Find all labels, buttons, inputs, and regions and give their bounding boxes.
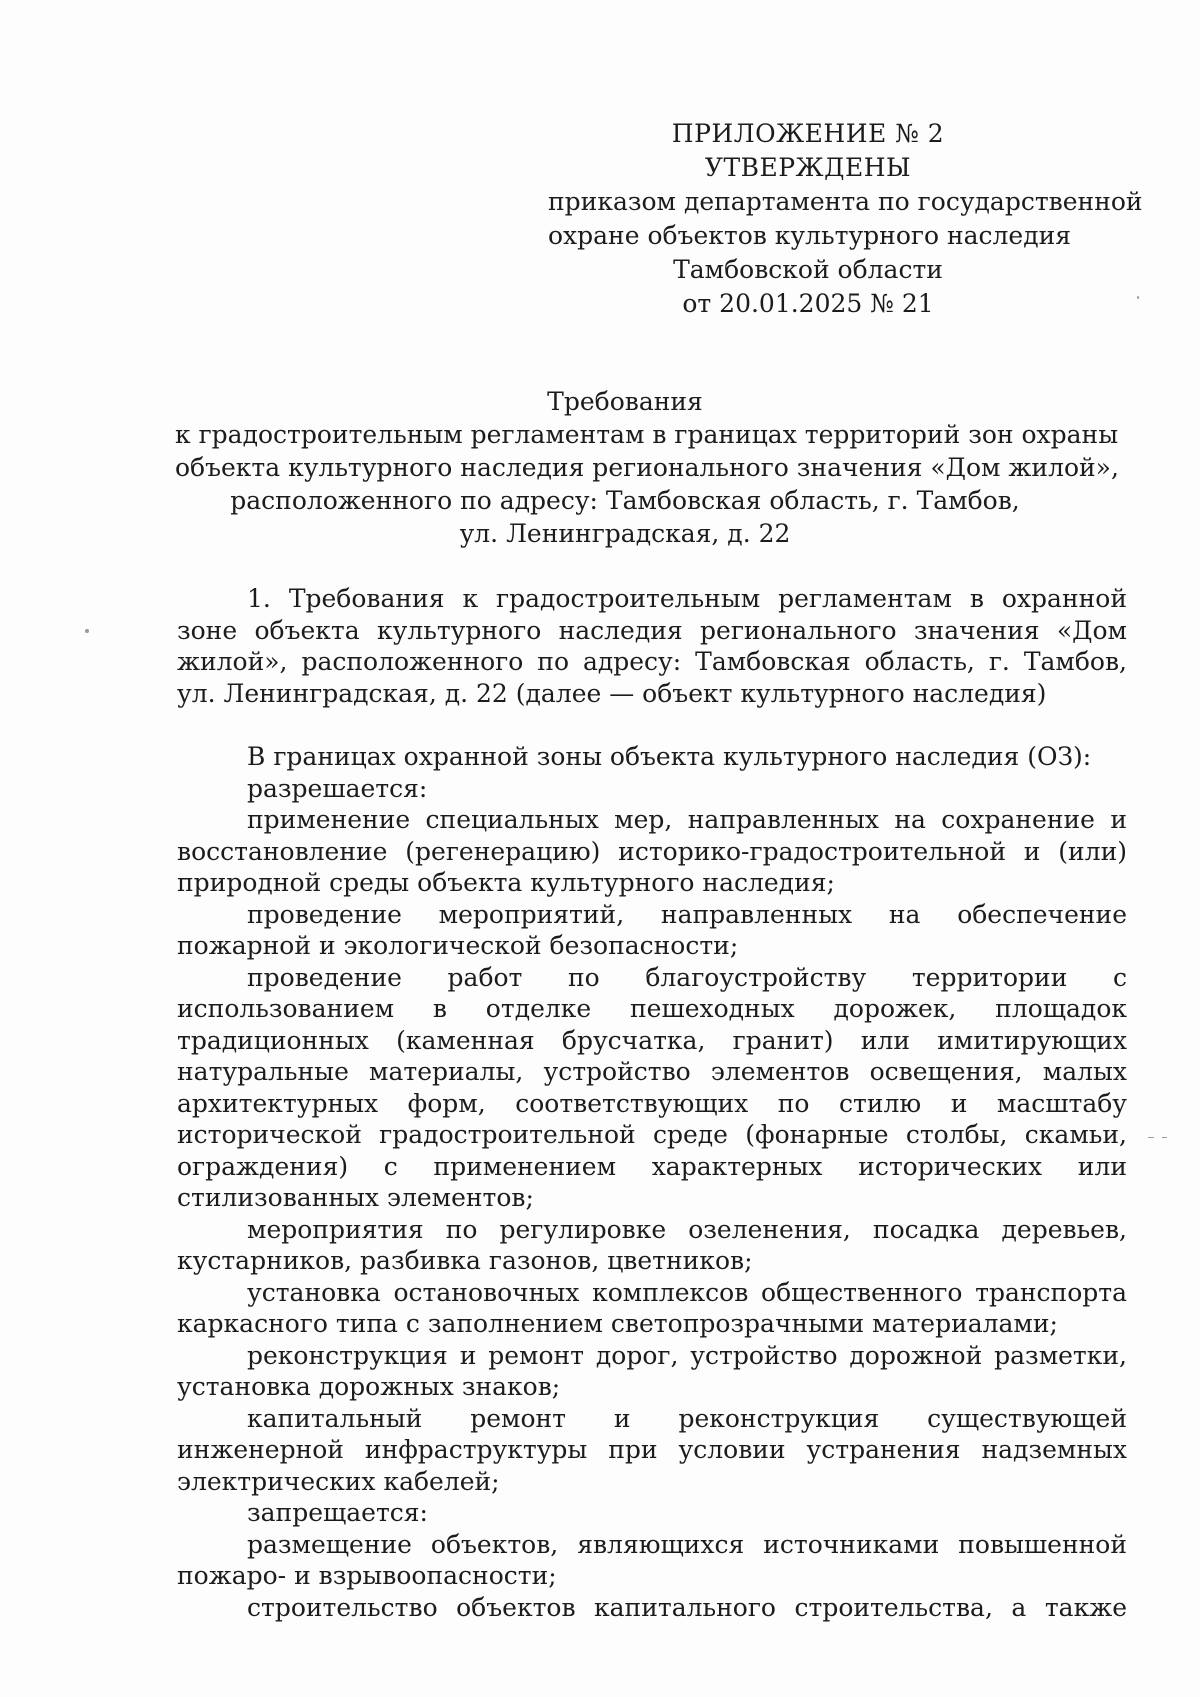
title-line-3: объекта культурного наследия регионального значения «Дом жилой»,: [175, 453, 1119, 482]
allowed-item: установка остановочных комплексов общественного транспорта каркасного типа с заполнением светопрозрачными материалами;: [177, 1277, 1127, 1338]
title-line-1: Требования: [547, 387, 703, 416]
forbidden-item: строительство объектов капитального строительства, а также: [247, 1592, 1127, 1622]
allowed-item: мероприятия по регулировке озеленения, посадка деревьев, кустарников, разбивка газонов, цветников;: [177, 1214, 1127, 1275]
title-line-5: ул. Ленинградская, д. 22: [459, 519, 791, 548]
forbidden-label: запрещается:: [247, 1498, 428, 1527]
scan-speck: [1162, 1137, 1167, 1138]
allowed-item: проведение мероприятий, направленных на обеспечение пожарной и экологической безопасности;: [177, 899, 1127, 960]
approval-stamp-block: [548, 117, 1143, 321]
allowed-item: капитальный ремонт и реконструкция существующей инженерной инфраструктуры при условии устранения надземных электрических кабелей;: [177, 1403, 1127, 1496]
approval-order-line-1: приказом департамента по государственной: [548, 187, 1143, 216]
intro-paragraph: В границах охранной зоны объекта культурного наследия (ОЗ):: [247, 742, 1092, 771]
approval-order-line-2: охране объектов культурного наследия: [548, 221, 1072, 250]
forbidden-item: размещение объектов, являющихся источниками повышенной пожаро- и взрывоопасности;: [177, 1529, 1127, 1590]
approval-order-line-3: Тамбовской области: [673, 255, 943, 284]
allowed-label: разрешается:: [247, 773, 428, 803]
title-line-4: расположенного по адресу: Тамбовская область, г. Тамбов,: [230, 486, 1020, 515]
section-1-content: [177, 741, 1127, 1623]
section-1-heading: [177, 583, 1127, 709]
section-1-heading-text: 1. Требования к градостроительным регламентам в охранной зоне объекта культурного наследия регионального значения «Дом жилой», расположенного по адресу: Тамбовская область, г. Тамбов, ул. Ленинградская, д. 22 (далее — объект культурного наследия): [177, 584, 1127, 708]
scan-speck: [1137, 296, 1139, 299]
document-title: [175, 385, 1119, 550]
allowed-item: применение специальных мер, направленных на сохранение и восстановление (регенерацию) историко-градостроительной и (или) природной среды объекта культурного наследия;: [177, 805, 1127, 897]
scan-speck: [85, 629, 89, 633]
approval-order-date: от 20.01.2025 № 21: [682, 289, 934, 318]
allowed-item: проведение работ по благоустройству территории с использованием в отделке пешеходных дорожек, площадок традиционных (каменная брусчатка, гранит) или имитирующих натуральные материалы, устройство элементов освещения, малых архитектурных форм, соответствующих по стилю и масштабу исторической градостроительной среде (фонарные столбы, скамьи, ограждения) с применением характерных исторических или стилизованных элементов;: [177, 962, 1127, 1212]
allowed-item: реконструкция и ремонт дорог, устройство дорожной разметки, установка дорожных знаков;: [177, 1340, 1127, 1401]
appendix-number: ПРИЛОЖЕНИЕ № 2: [671, 119, 945, 148]
title-line-2: к градостроительным регламентам в границах территорий зон охраны: [175, 420, 1119, 449]
scan-speck: [1148, 1137, 1154, 1138]
approved-label: УТВЕРЖДЕНЫ: [704, 153, 912, 182]
